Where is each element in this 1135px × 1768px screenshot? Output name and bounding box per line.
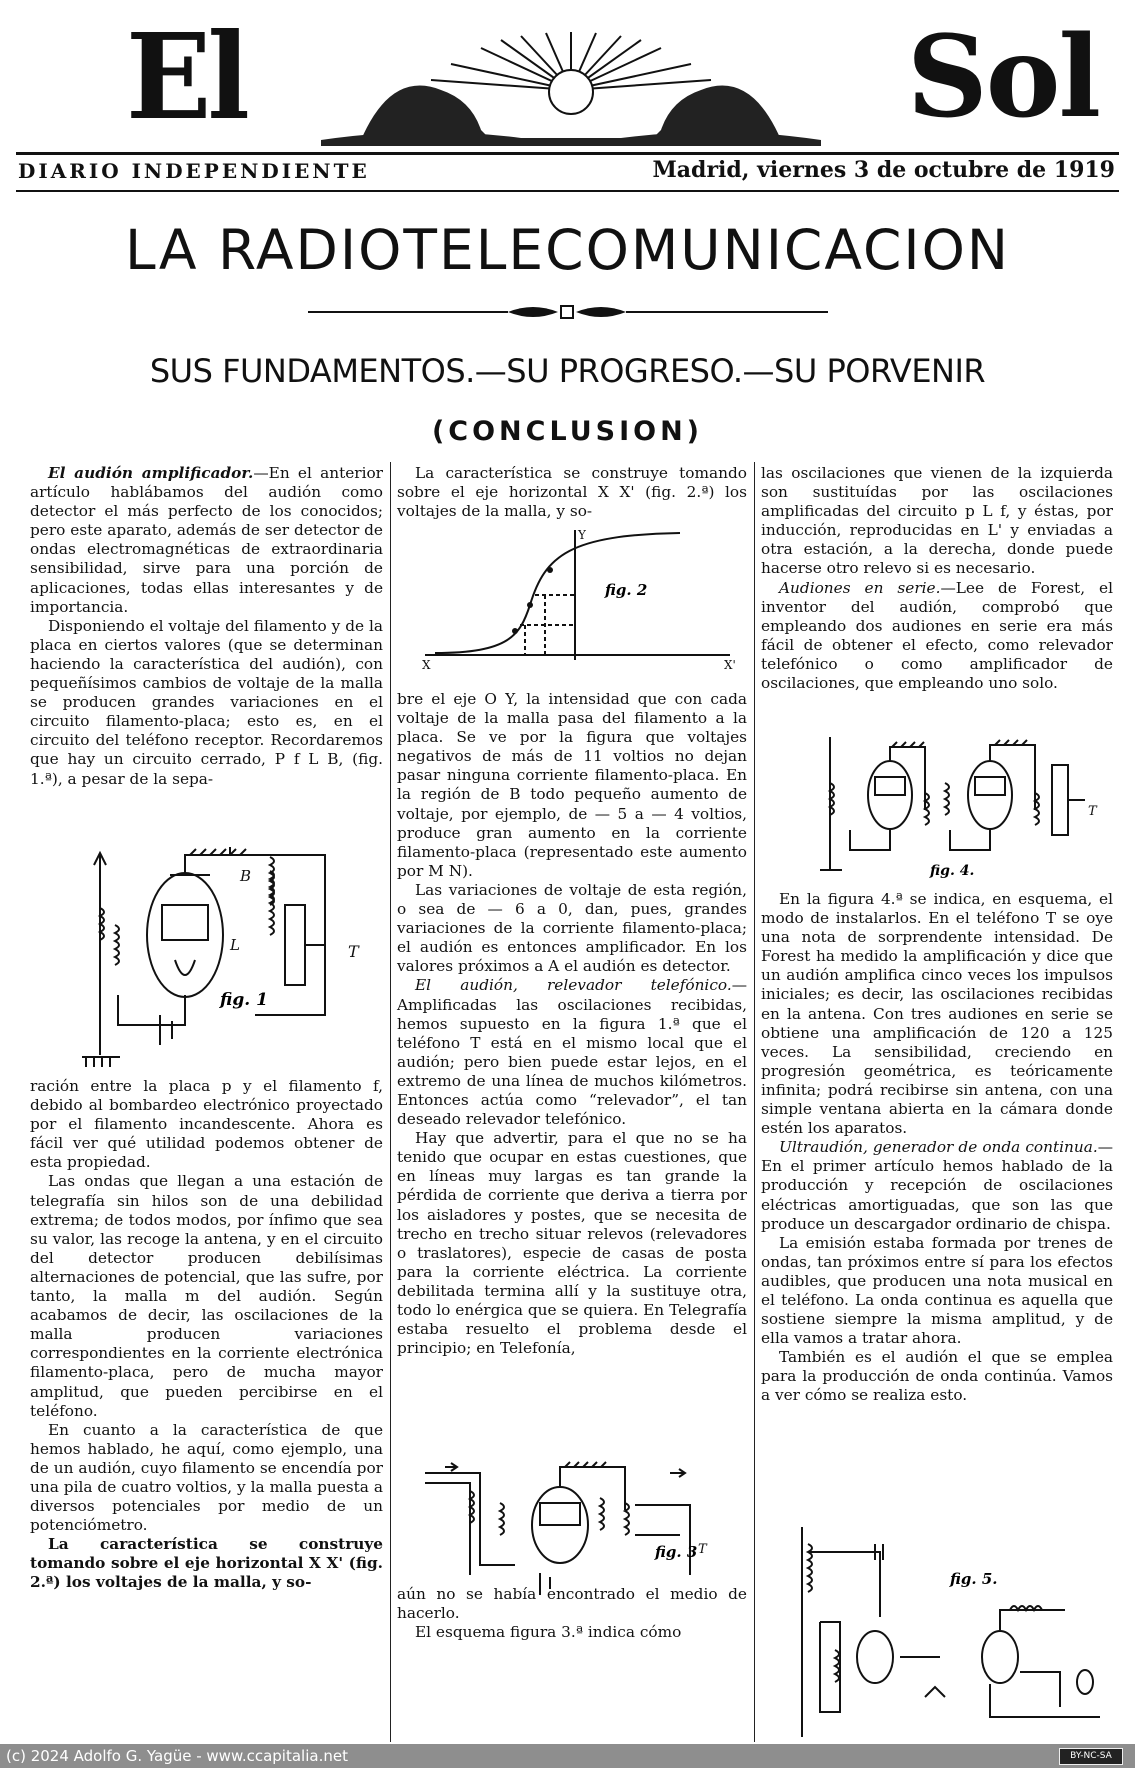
svg-text:T: T: [1088, 804, 1097, 819]
column-3-top: [761, 464, 1113, 693]
column-3-middle: [761, 890, 1113, 1406]
svg-text:T: T: [698, 1542, 707, 1557]
masthead-title-left: El: [126, 8, 246, 147]
paragraph: Hay que advertir, para el que no se ha tenido que ocupar en estas cuestiones, que en líneas muy largas es tan grande la pérdida de corriente que deriva a tierra por los aisladores y postes, que se necesita de trecho en trecho situar relevos (relevadores o traslatores), especie de casas de posta para la corriente eléctrica. La corriente debilitada termina allí y la sustituye otra, todo lo enérgica que se quiera. En Telegrafía estaba resuelto el problema desde el principio; en Telefonía,: [397, 1129, 747, 1358]
column-2-bottom: [397, 1585, 747, 1642]
masthead: [16, 8, 1119, 148]
paragraph: Las ondas que llegan a una estación de telegrafía sin hilos son de una debilidad extrema; de todos modos, por ínfimo que sea su valor, las recoge la antena, y en el circuito del detector producen debilísimas alternaciones de potencial, que las sufre, por tanto, la malla m del audión. Según acabamos de decir, las oscilaciones de la malla producen variaciones correspondientes en la corriente electrónica filamento-placa, pero de mucha mayor amplitud, que pueden percibirse en el teléfono.: [30, 1172, 383, 1420]
svg-text:X: X: [422, 658, 431, 672]
column-2-middle: [397, 690, 747, 1358]
ornament-divider: [308, 300, 828, 324]
dateline: Madrid, viernes 3 de octubre de 1919: [652, 157, 1115, 183]
svg-text:Y: Y: [578, 528, 586, 542]
paragraph: las oscilaciones que vienen de la izquierda son sustituídas por las oscilaciones amplificadas del circuito p L f, y éstas, por inducción, reproducidas en L' y enviadas a otra estación, a la derecha, donde puede hacerse otro relevo si es necesario.: [761, 464, 1113, 578]
sun-lions-emblem: [321, 30, 821, 150]
section-lead: Ultraudión, generador de onda continua.: [779, 1138, 1098, 1157]
section-lead: El audión amplificador.: [48, 464, 254, 482]
figure-3-relay-circuit: [425, 1455, 725, 1605]
section-lead: El audión, relevador telefónico.: [415, 976, 732, 995]
deck-headline: SUS FUNDAMENTOS.—SU PROGRESO.—SU PORVENIR: [149, 352, 986, 390]
svg-text:B: B: [240, 867, 252, 885]
column-rule: [390, 462, 391, 1742]
figure-3-label: fig. 3: [655, 1543, 698, 1561]
masthead-subtitle: DIARIO INDEPENDIENTE: [18, 159, 370, 183]
svg-text:T: T: [348, 942, 359, 961]
paragraph: En la figura 4.ª se indica, en esquema, el modo de instalarlos. En el teléfono T se oye una nota de sorprendente intensidad. De Forest ha medido la amplificación y dice que un audión amplifica cinco veces los impulsos iniciales; es decir, las oscilaciones recibidas en la antena. Con tres audiones en serie se obtiene una amplificación de 120 a 125 veces. La sensibilidad, creciendo en progresión geométrica, es teóricamente infinita; podrá recibirse sin antena, con una simple ventana abierta en la cámara donde estén los aparatos.: [761, 890, 1113, 1138]
figure-5-ultraudion-circuit: [780, 1522, 1110, 1742]
headline: LA RADIOTELECOMUNICACION: [124, 218, 1011, 282]
paragraph: Disponiendo el voltaje del filamento y de la placa en ciertos valores (que se determinan haciendo la característica del audión), con pequeñísimos cambios de voltaje de la malla se producen grandes variaciones en el circuito filamento-placa; esto es, en el circuito del teléfono receptor. Recordaremos que hay un circuito cerrado, P f L B, (fig. 1.ª), a pesar de la sepa-: [30, 616, 383, 788]
column-1-top: [30, 464, 383, 789]
column-1-bottom: [30, 1077, 383, 1593]
figure-5-label: fig. 5.: [950, 1570, 998, 1588]
column-2-top: [397, 464, 747, 521]
paragraph-text: —Lee de Forest, el inventor del audión, comprobó que empleando dos audiones en serie era más fácil de obtener el efecto, como relevador telefónico o como amplificador de oscilaciones, que empleando uno solo.: [761, 578, 1114, 693]
figure-1-label: fig. 1: [220, 990, 268, 1010]
svg-text:L: L: [230, 936, 240, 954]
figure-4-label: fig. 4.: [930, 863, 975, 879]
paragraph: ración entre la placa p y el filamento f, debido al bombardeo electrónico proyectado por el filamento incandescente. Ahora es fácil ver qué utilidad podemos obtener de esta propiedad.: [30, 1077, 383, 1172]
paragraph: La emisión estaba formada por trenes de ondas, tan próximos entre sí para los efectos audibles, que producen una nota musical en el teléfono. La onda continua es aquella que sostiene siempre la misma amplitud, y de ella vamos a tratar ahora.: [761, 1233, 1113, 1348]
paragraph: La característica se construye tomando sobre el eje horizontal X X' (fig. 2.ª) los voltajes de la malla, y so-: [397, 464, 747, 521]
paragraph: [397, 976, 747, 1129]
paragraph-text: —En el anterior artículo hablábamos del audión como detector el más perfecto de los conocidos; pero este aparato, además de ser detector de ondas electromagnéticas de extraordinaria sensibilidad, sirve para una porción de aplicaciones, todas ellas interesantes y de importancia.: [30, 464, 383, 616]
paragraph-text: —Amplificadas las oscilaciones recibidas, hemos supuesto en la figura 1.ª que el teléfono T está en el mismo local que el audión; pero bien puede estar lejos, en el extremo de una línea de muchos kilómetros. Entonces actúa como “relevador”, el tan deseado relevador telefónico.: [397, 976, 747, 1129]
paragraph: [761, 579, 1113, 694]
paragraph: [761, 1138, 1113, 1233]
masthead-rule: [16, 152, 1119, 155]
cc-license-badge: BY-NC-SA: [1059, 1748, 1123, 1765]
paragraph: La característica se construye tomando sobre el eje horizontal X X' (fig. 2.ª) los voltajes de la malla, y so-: [30, 1535, 383, 1592]
dateline-rule: [16, 190, 1119, 192]
credit-text: (c) 2024 Adolfo G. Yagüe - www.ccapitalia.net: [6, 1747, 348, 1765]
paragraph: También es el audión el que se emplea para la producción de onda continúa. Vamos a ver cómo se realiza esto.: [761, 1348, 1113, 1405]
paragraph: En cuanto a la característica de que hemos hablado, he aquí, como ejemplo, una de un audión, cuyo filamento se encendía por una pila de cuatro voltios, y la malla puesta a diversos potenciales por medio de un potenciómetro.: [30, 1420, 383, 1535]
figure-2-label: fig. 2: [605, 581, 648, 599]
figure-4-audions-in-series: [820, 735, 1100, 880]
svg-text:X': X': [724, 658, 736, 672]
conclusion-label: (CONCLUSION): [431, 416, 704, 447]
masthead-title-right: Sol: [906, 12, 1099, 143]
paragraph: bre el eje O Y, la intensidad que con cada voltaje de la malla pasa del filamento a la placa. Se ve por la figura que voltajes negativos de más de 11 voltios no dejan pasar ninguna corriente filamento-placa. En la región de B todo pequeño aumento de voltaje, por ejemplo, de — 5 a — 4 voltios, produce gran aumento en la corriente filamento-placa (representado este aumento por M N).: [397, 690, 747, 880]
section-lead: Audiones en serie.: [779, 578, 941, 597]
paragraph-text: —En el primer artículo hemos hablado de la producción y recepción de oscilaciones eléctricas amortiguadas, que son las que produce un descargador ordinario de chispa.: [761, 1138, 1113, 1233]
paragraph: Las variaciones de voltaje de esta región, o sea de — 6 a 0, dan, pues, grandes variaciones de la corriente filamento-placa; el audión es entonces amplificador. En los valores próximos a A el audión es detector.: [397, 880, 747, 976]
figure-1-circuit: [80, 845, 380, 1070]
credit-bar: [0, 1744, 1135, 1768]
masthead-subline: [16, 157, 1119, 185]
column-rule: [754, 462, 755, 1742]
paragraph: aún no se había encontrado el medio de hacerlo.: [397, 1585, 747, 1623]
figure-2-characteristic-curve: [420, 525, 740, 685]
paragraph: El esquema figura 3.ª indica cómo: [415, 1623, 682, 1642]
paragraph: [30, 464, 383, 617]
